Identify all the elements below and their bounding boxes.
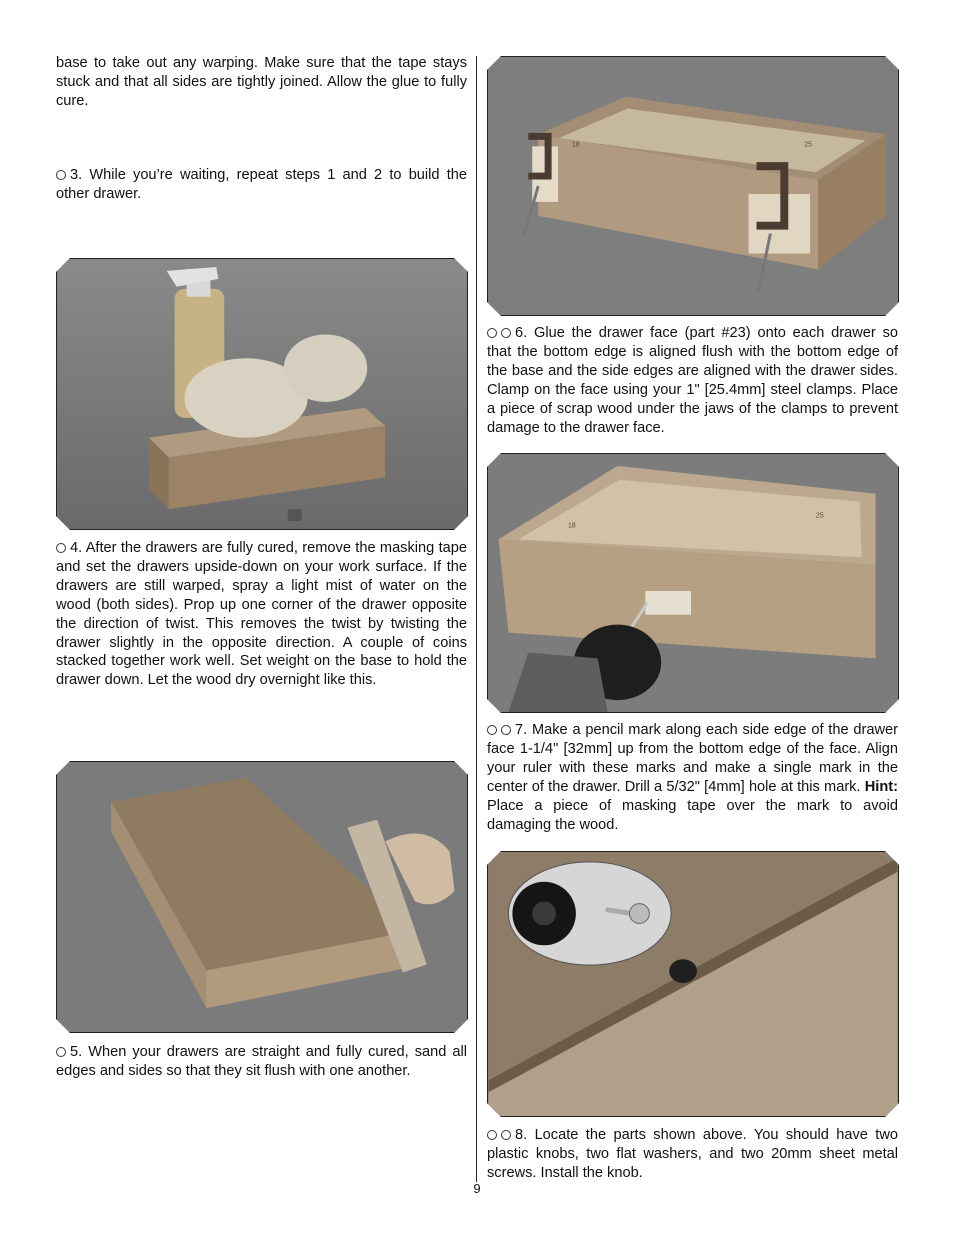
drawer-drilling-illustration (488, 454, 898, 712)
knob-parts-illustration (488, 852, 898, 1116)
intro-paragraph: base to take out any warping. Make sure that the tape stays stuck and that all sides are tightly joined. Allow the glue to fully cure. (56, 55, 467, 109)
clamp-drawer-mark-left: 18 (571, 141, 580, 149)
hint-label: Hint: (864, 778, 898, 795)
photo-drawer-weighted (56, 258, 468, 530)
step-3-paragraph: 3. While you’re waiting, repeat steps 1 and 2 to build the other drawer. (56, 167, 467, 202)
checkbox-icon[interactable] (56, 1047, 66, 1057)
photo-knob-parts (487, 851, 899, 1117)
step-5-paragraph: 5. When your drawers are straight and fully cured, sand all edges and sides so that they sit flush with one another. (56, 1044, 467, 1079)
drawer-sanding-illustration (57, 762, 467, 1032)
checkbox-icon[interactable] (487, 725, 497, 735)
step-7-paragraph: 7. Make a pencil mark along each side edge of the drawer face 1-1/4" [32mm] up from the bottom edge of the face. Align your ruler with these marks and make a single mark in the center of the drawer. Drill a 5/32" [4mm] hole at this mark. Hint: Place a piece of masking tape over the mark to avoid damaging the wood. (487, 722, 898, 833)
photo-drawer-sanding (56, 761, 468, 1033)
checkbox-icon[interactable] (56, 170, 66, 180)
step-6-paragraph: 6. Glue the drawer face (part #23) onto each drawer so that the bottom edge is aligned flush with the bottom edge of the base and the side edges are aligned with the drawer sides. Clamp on the face using your 1" [25.4mm] steel clamps. Place a piece of scrap wood under the jaws of the clamps to prevent damage to the drawer face. (487, 325, 898, 436)
checkbox-icon[interactable] (487, 1130, 497, 1140)
checkbox-icon[interactable] (501, 725, 511, 735)
photo-drawer-clamped (487, 56, 899, 316)
checkbox-icon[interactable] (501, 328, 511, 338)
photo-drawer-drilling (487, 453, 899, 713)
column-divider (476, 56, 477, 1182)
checkbox-icon[interactable] (56, 543, 66, 553)
drill-drawer-mark-right: 25 (816, 512, 824, 520)
clamp-drawer-mark-right: 25 (804, 141, 812, 149)
step-8-paragraph: 8. Locate the parts shown above. You should have two plastic knobs, two flat washers, and two 20mm sheet metal screws. Install the knob. (487, 1127, 898, 1181)
step-4-paragraph: 4. After the drawers are fully cured, remove the masking tape and set the drawers upside-down on your work surface. If the drawers are still warped, spray a light mist of water on the wood (both sides). Prop up one corner of the drawer opposite the direction of twist. This removes the twist by twisting the drawer slightly in the opposite direction. A couple of coins stacked together work well. Set weight on the base to hold the drawer down. Let the wood dry overnight like this. (56, 540, 467, 689)
drill-drawer-mark-left: 18 (567, 522, 576, 530)
checkbox-icon[interactable] (501, 1130, 511, 1140)
drawer-clamped-illustration (488, 57, 898, 315)
checkbox-icon[interactable] (487, 328, 497, 338)
page-number: 9 (473, 1181, 481, 1196)
drawer-weighted-illustration (57, 259, 467, 529)
